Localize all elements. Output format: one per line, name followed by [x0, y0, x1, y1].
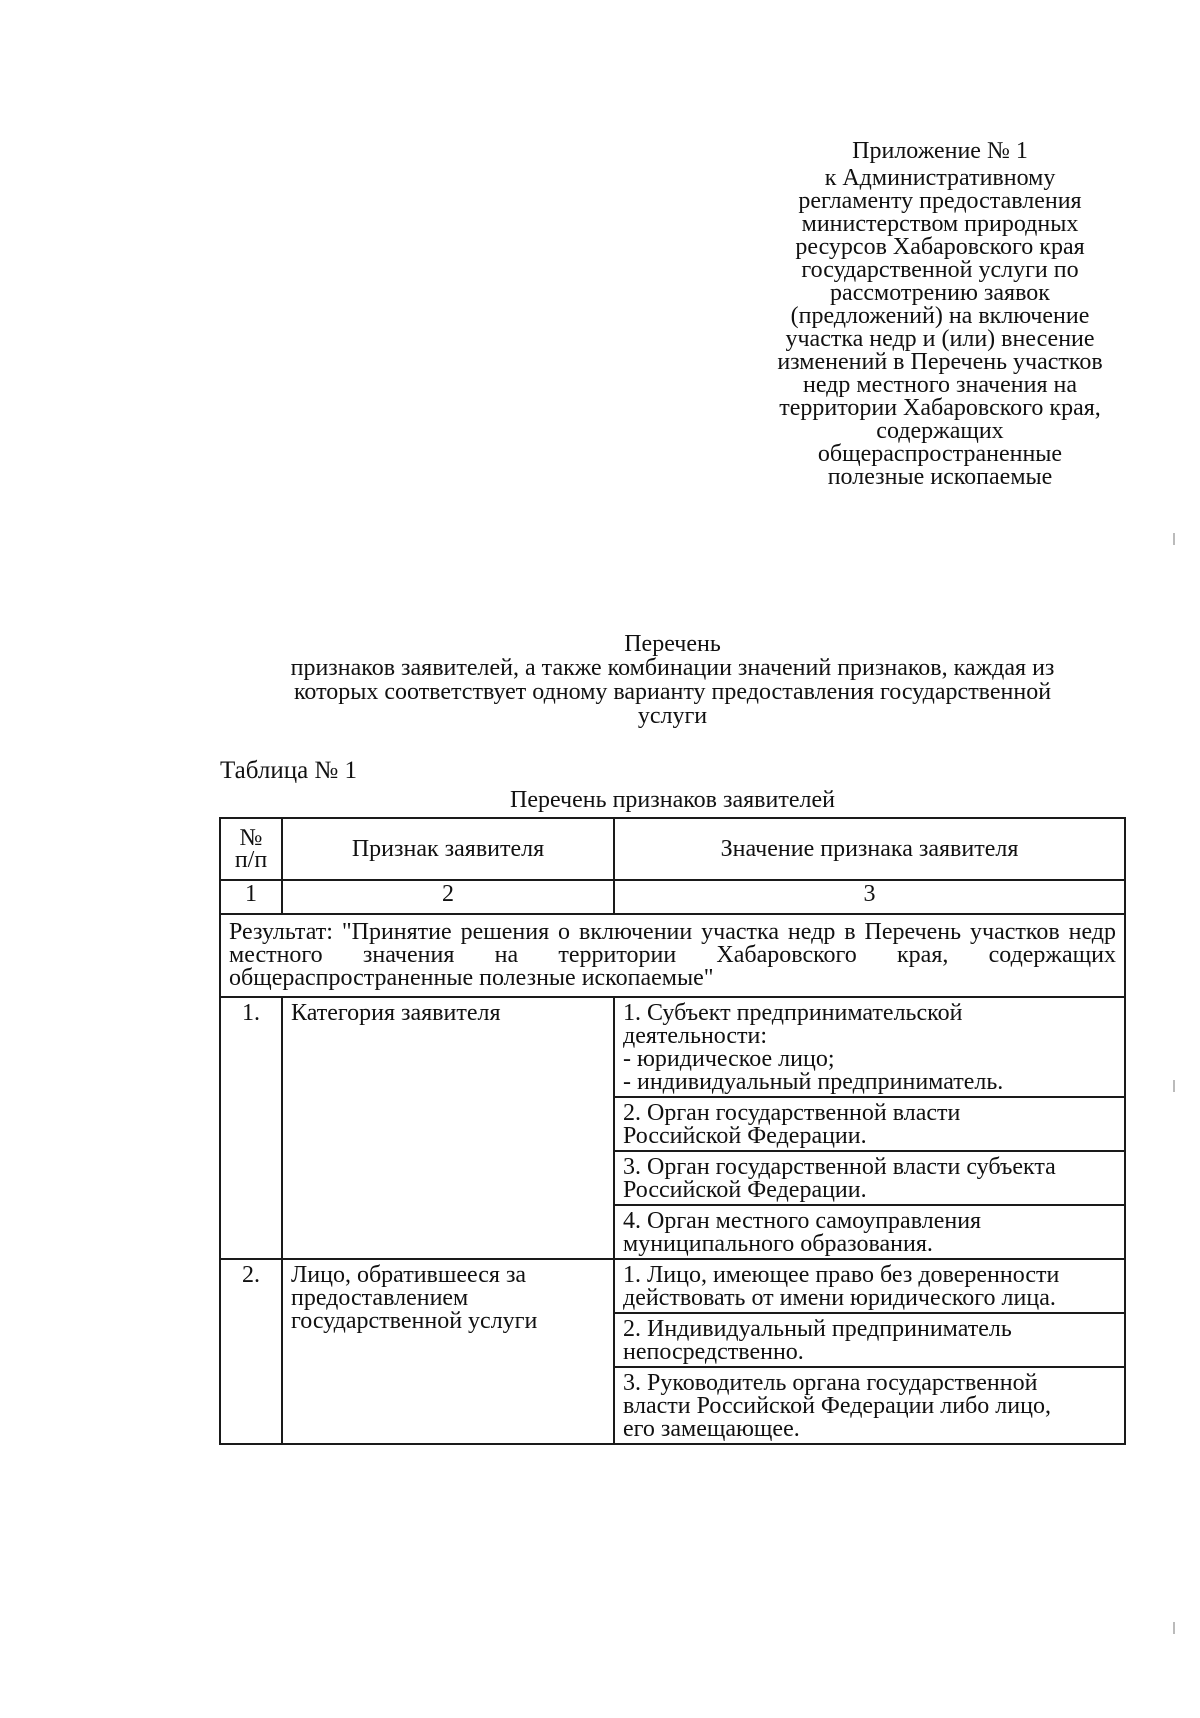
- value-cell: [614, 1259, 1125, 1313]
- value-line: 4. Орган местного самоуправления: [623, 1208, 982, 1234]
- row-attribute: Категория заявителя: [282, 997, 614, 1259]
- value-cell: [614, 1151, 1125, 1205]
- result-cell: Результат: "Принятие решения о включении участка недр в Перечень участков недр местного значения на территории Хабаровского края, содержащих общераспространенные полезные ископаемые": [220, 914, 1125, 997]
- appendix-title: Приложение № 1: [852, 138, 1028, 164]
- appendix-line: к Административному: [824, 165, 1056, 191]
- value-cell: [614, 1367, 1125, 1444]
- value-line: действовать от имени юридического лица.: [623, 1285, 1056, 1311]
- row-attribute: Лицо, обратившееся за предоставлением государственной услуги: [282, 1259, 614, 1444]
- scan-artifact: [1173, 1080, 1175, 1092]
- column-numbers-row: [220, 880, 1125, 914]
- appendix-header: [740, 140, 1140, 489]
- table-row: [220, 997, 1125, 1097]
- document-heading: Перечень: [624, 631, 721, 657]
- column-number-cell: 2: [282, 880, 614, 914]
- document-title: [220, 632, 1125, 728]
- table-number-label: Таблица № 1: [220, 757, 358, 784]
- value-line: муниципального образования.: [623, 1231, 933, 1257]
- value-cell: [614, 1097, 1125, 1151]
- appendix-line: ресурсов Хабаровского края: [795, 234, 1085, 260]
- header-num-line: п/п: [234, 847, 268, 873]
- applicant-attributes-table: [219, 817, 1126, 1445]
- scan-artifact: [1173, 1622, 1175, 1634]
- value-line: 2. Орган государственной власти: [623, 1100, 961, 1126]
- value-line: - юридическое лицо;: [623, 1046, 835, 1072]
- value-line: 1. Лицо, имеющее право без доверенности: [623, 1262, 1060, 1288]
- value-line: деятельности:: [623, 1023, 768, 1049]
- value-cell: [614, 1313, 1125, 1367]
- scan-artifact: [1173, 533, 1175, 545]
- value-line: Российской Федерации.: [623, 1123, 867, 1149]
- appendix-line: министерством природных: [801, 211, 1079, 237]
- header-num-line: №: [239, 825, 263, 851]
- appendix-line: полезные ископаемые: [827, 464, 1053, 490]
- column-number-cell: 3: [614, 880, 1125, 914]
- appendix-line: рассмотрению заявок: [830, 280, 1050, 306]
- row-number: 2.: [220, 1259, 282, 1444]
- appendix-line: регламенту предоставления: [798, 188, 1082, 214]
- document-subtitle-line: признаков заявителей, а также комбинации значений признаков, каждая из: [290, 655, 1055, 681]
- value-line: непосредственно.: [623, 1339, 804, 1365]
- value-line: Российской Федерации.: [623, 1177, 867, 1203]
- value-line: 1. Субъект предпринимательской: [623, 1000, 963, 1026]
- appendix-line: недр местного значения на: [802, 372, 1078, 398]
- value-line: - индивидуальный предприниматель.: [623, 1069, 1004, 1095]
- result-row: [220, 914, 1125, 997]
- table-row: [220, 1259, 1125, 1313]
- appendix-line: (предложений) на включение: [790, 303, 1090, 329]
- document-subtitle-line: услуги: [637, 703, 708, 729]
- appendix-line: общераспространенные: [817, 441, 1063, 467]
- value-line: его замещающее.: [623, 1416, 800, 1442]
- value-line: 2. Индивидуальный предприниматель: [623, 1316, 1012, 1342]
- value-line: 3. Орган государственной власти субъекта: [623, 1154, 1056, 1180]
- header-num-cell: [220, 818, 282, 880]
- value-line: власти Российской Федерации либо лицо,: [623, 1393, 1051, 1419]
- appendix-line: содержащих: [876, 418, 1004, 444]
- header-value-cell: Значение признака заявителя: [614, 818, 1125, 880]
- appendix-line: государственной услуги по: [801, 257, 1079, 283]
- value-cell: [614, 1205, 1125, 1259]
- appendix-line: территории Хабаровского края,: [779, 395, 1101, 421]
- appendix-line: изменений в Перечень участков: [777, 349, 1103, 375]
- table-caption: Перечень признаков заявителей: [510, 787, 835, 813]
- value-cell: [614, 997, 1125, 1097]
- value-line: 3. Руководитель органа государственной: [623, 1370, 1038, 1396]
- appendix-line: участка недр и (или) внесение: [785, 326, 1095, 352]
- header-attribute-cell: Признак заявителя: [282, 818, 614, 880]
- table-header-row: [220, 818, 1125, 880]
- row-number: 1.: [220, 997, 282, 1259]
- column-number-cell: 1: [220, 880, 282, 914]
- document-subtitle-line: которых соответствует одному варианту предоставления государственной: [293, 679, 1052, 705]
